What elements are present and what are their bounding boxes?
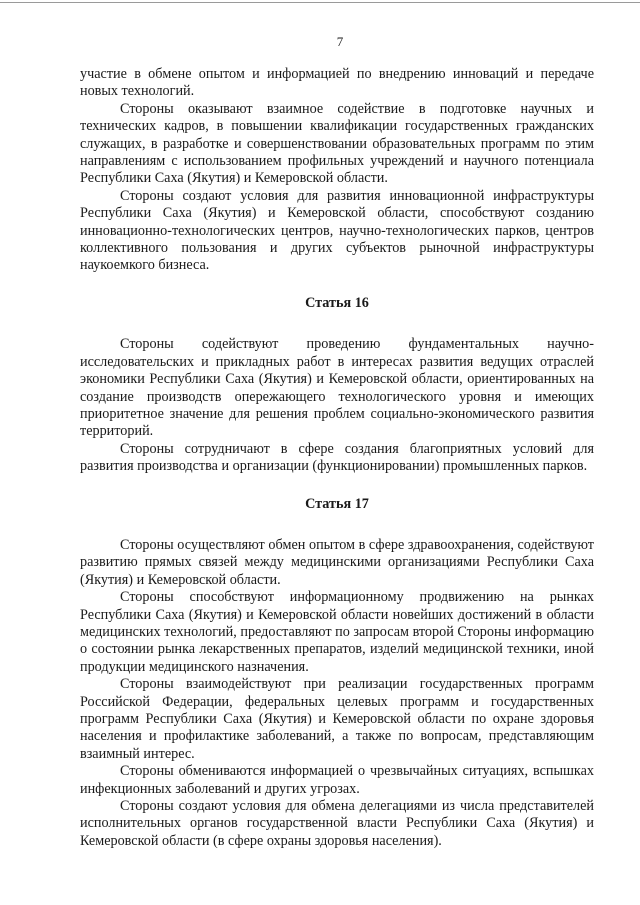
article-17-paragraph-medical-markets: Стороны способствуют информационному продвижению на рынках Республики Саха (Якутия) и Кемеровской области новейших достижений в области медицинских технологий, предоставляют по запросам второй Стороны информацию о состоянии рынка лекарственных препаратов, изделий медицинской техники, иной продукции медицинского назначения. [80, 589, 594, 675]
article-17-heading: Статья 17 [305, 495, 369, 512]
article-17-paragraph-healthcare: Стороны осуществляют обмен опытом в сфере здравоохранения, содействуют развитию прямых связей между медицинскими организациями Республики Саха (Якутия) и Кемеровской области. [80, 536, 594, 588]
article-15-paragraph-infrastructure: Стороны создают условия для развития инновационной инфраструктуры Республики Саха (Якутия) и Кемеровской области, способствуют созданию инновационно-технологических центров, научно-технологических парков, центров коллективного пользования и других субъектов рыночной инфраструктуры наукоемкого бизнеса. [80, 187, 594, 274]
article-17-paragraph-emergencies: Стороны обмениваются информацией о чрезвычайных ситуациях, вспышках инфекционных заболеваний и других угрозах. [80, 763, 594, 797]
scan-edge-line [0, 2, 640, 3]
article-16-paragraph-industrial-parks: Стороны сотрудничают в сфере создания благоприятных условий для развития производства и организации (функционировании) промышленных парков. [80, 440, 594, 475]
article-15-paragraph-continuation: участие в обмене опытом и информацией по внедрению инноваций и передаче новых технологий. [80, 66, 594, 100]
article-17-paragraph-delegations: Стороны создают условия для обмена делегациями из числа представителей исполнительных органов государственной власти Республики Саха (Якутия) и Кемеровской области (в сфере охраны здоровья населения). [80, 798, 594, 849]
article-17-paragraph-programs: Стороны взаимодействуют при реализации государственных программ Российской Федерации, федеральных целевых программ и государственных программ Республики Саха (Якутия) и Кемеровской области по охране здоровья населения и профилактике заболеваний, а также по вопросам, представляющим взаимный интерес. [80, 676, 594, 762]
article-16-heading: Статья 16 [305, 294, 369, 311]
document-body [80, 66, 594, 850]
page-number: 7 [336, 34, 344, 49]
article-15-paragraph-personnel: Стороны оказывают взаимное содействие в подготовке научных и технических кадров, в повышении квалификации государственных гражданских служащих, в разработке и совершенствовании образовательных программ по этим направлениям с использованием профильных учреждений и научного потенциала Республики Саха (Якутия) и Кемеровской области. [80, 100, 594, 187]
article-16-paragraph-research: Стороны содействуют проведению фундаментальных научно-исследовательских и прикладных работ в интересах развития ведущих отраслей экономики Республики Саха (Якутия) и Кемеровской области, ориентированных на создание производств опережающего технологического уровня и имеющих приоритетное значение для решения проблем социально-экономического развития территорий. [80, 336, 594, 440]
